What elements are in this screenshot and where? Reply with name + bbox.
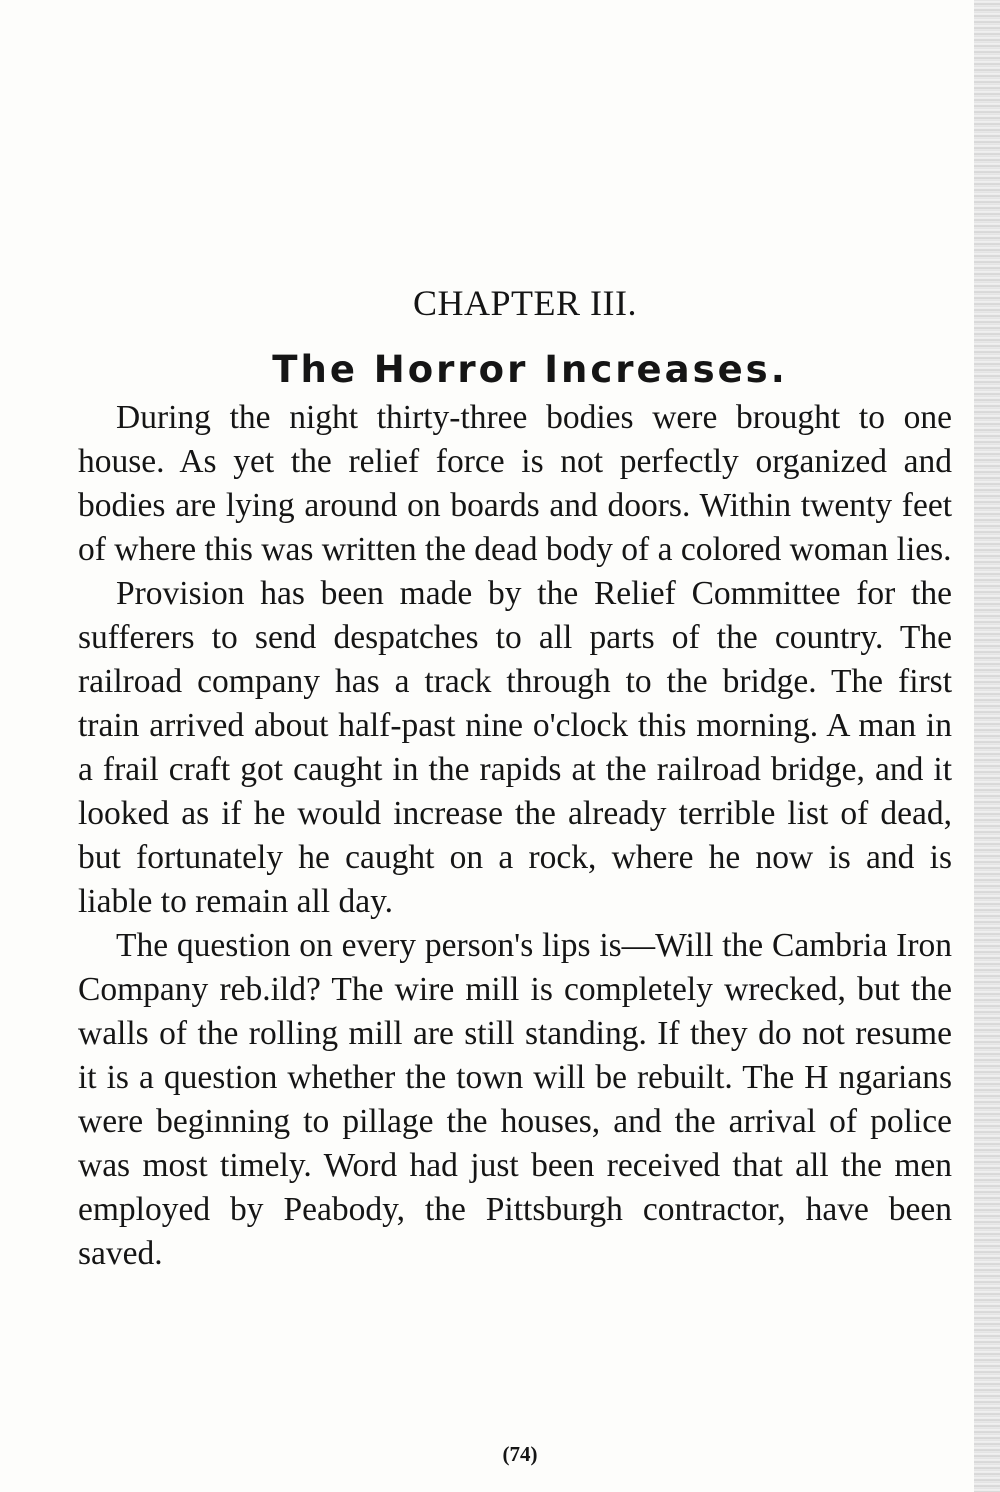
chapter-body — [78, 396, 952, 1276]
page-edge-shadow — [974, 0, 1000, 1492]
page-number: (74) — [502, 1442, 538, 1466]
paragraph: During the night thirty-three bodies were brought to one house. As yet the relief force is not perfectly organized and bodies are lying around on boards and doors. Within twenty feet of where this was written the dead body of a colored woman lies. — [78, 399, 952, 568]
chapter-heading: CHAPTER III. — [413, 283, 637, 323]
paragraph: Provision has been made by the Relief Committee for the sufferers to send despatches to all parts of the country. The railroad company has a track through to the bridge. The first train arrived about half-past nine o'clock this morning. A man in a frail craft got caught in the rapids at the railroad bridge, and it looked as if he would increase the already terrible list of dead, but fortunately he caught on a rock, where he now is and is liable to remain all day. — [78, 575, 952, 920]
chapter-title: The Horror Increases. — [272, 348, 788, 391]
paragraph: The question on every person's lips is—Will the Cambria Iron Company reb.ild? The wire mill is completely wrecked, but the walls of the rolling mill are still standing. If they do not resume it is a question whether the town will be rebuilt. The H ngarians were beginning to pillage the houses, and the arrival of police was most timely. Word had just been received that all the men employed by Peabody, the Pittsburgh contractor, have been saved. — [78, 927, 952, 1272]
